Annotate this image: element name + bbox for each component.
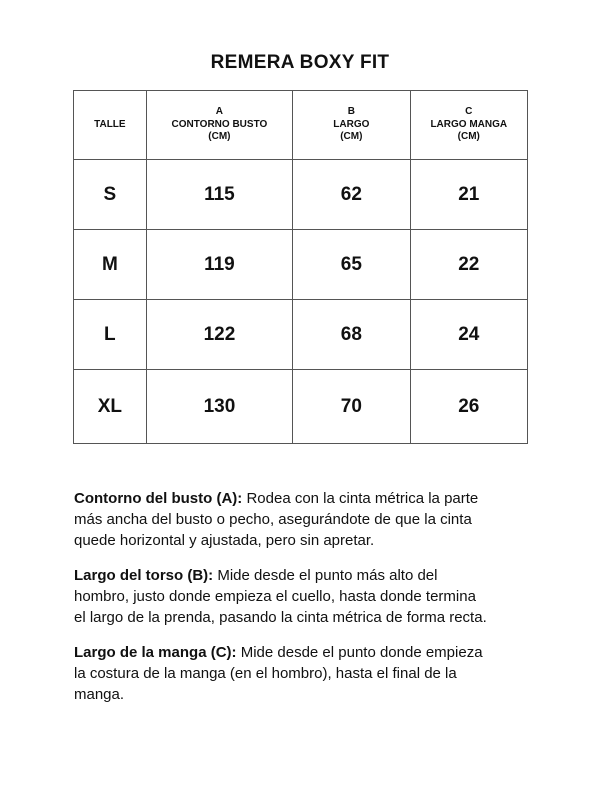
header-label: TALLE	[94, 118, 126, 130]
largo-cell: 70	[293, 370, 410, 444]
largo-cell: 62	[293, 160, 410, 230]
note-largo-torso	[74, 565, 554, 628]
header-label: LARGO MANGA	[430, 118, 508, 130]
largo-cell: 65	[293, 230, 410, 300]
size-cell: M	[74, 230, 147, 300]
note-largo-manga	[74, 642, 554, 705]
table-row	[74, 230, 528, 300]
note-term: Contorno del busto (A):	[74, 490, 243, 507]
note-term: Largo del torso (B):	[74, 567, 214, 584]
note-text: Mide desde el punto donde empieza	[236, 644, 483, 661]
table-row	[74, 160, 528, 230]
note-text: la costura de la manga (en el hombro), hasta el final de la	[74, 665, 457, 682]
table-header-row	[74, 91, 528, 160]
note-text: Mide desde el punto más alto del	[213, 567, 438, 584]
measurement-notes	[74, 488, 554, 719]
header-letter: A	[215, 106, 224, 118]
note-text: manga.	[74, 686, 125, 703]
manga-cell: 21	[410, 160, 527, 230]
busto-cell: 115	[146, 160, 292, 230]
manga-cell: 24	[410, 300, 527, 370]
size-table	[73, 90, 528, 444]
page-title: REMERA BOXY FIT	[210, 52, 390, 73]
note-text: el largo de la prenda, pasando la cinta métrica de forma recta.	[74, 609, 487, 626]
manga-cell: 26	[410, 370, 527, 444]
header-unit: (CM)	[340, 131, 363, 143]
note-text: Rodea con la cinta métrica la parte	[242, 490, 479, 507]
busto-cell: 122	[146, 300, 292, 370]
size-cell: XL	[74, 370, 147, 444]
header-largo-manga	[410, 91, 527, 160]
header-contorno-busto	[146, 91, 292, 160]
manga-cell: 22	[410, 230, 527, 300]
note-text: quede horizontal y ajustada, pero sin apretar.	[74, 532, 375, 549]
header-largo	[293, 91, 410, 160]
table-row	[74, 300, 528, 370]
busto-cell: 119	[146, 230, 292, 300]
note-text: más ancha del busto o pecho, asegurándote de que la cinta	[74, 511, 472, 528]
table-row	[74, 370, 528, 444]
header-talle	[74, 91, 147, 160]
header-letter: C	[465, 106, 473, 118]
header-label: LARGO	[333, 118, 370, 130]
note-text: hombro, justo donde empieza el cuello, hasta donde termina	[74, 588, 476, 605]
busto-cell: 130	[146, 370, 292, 444]
header-unit: (CM)	[457, 131, 480, 143]
size-cell: S	[74, 160, 147, 230]
header-unit: (CM)	[208, 131, 231, 143]
note-contorno-busto	[74, 488, 554, 551]
note-term: Largo de la manga (C):	[74, 644, 237, 661]
size-cell: L	[74, 300, 147, 370]
largo-cell: 68	[293, 300, 410, 370]
header-letter: B	[347, 106, 355, 118]
header-label: CONTORNO BUSTO	[171, 118, 268, 130]
